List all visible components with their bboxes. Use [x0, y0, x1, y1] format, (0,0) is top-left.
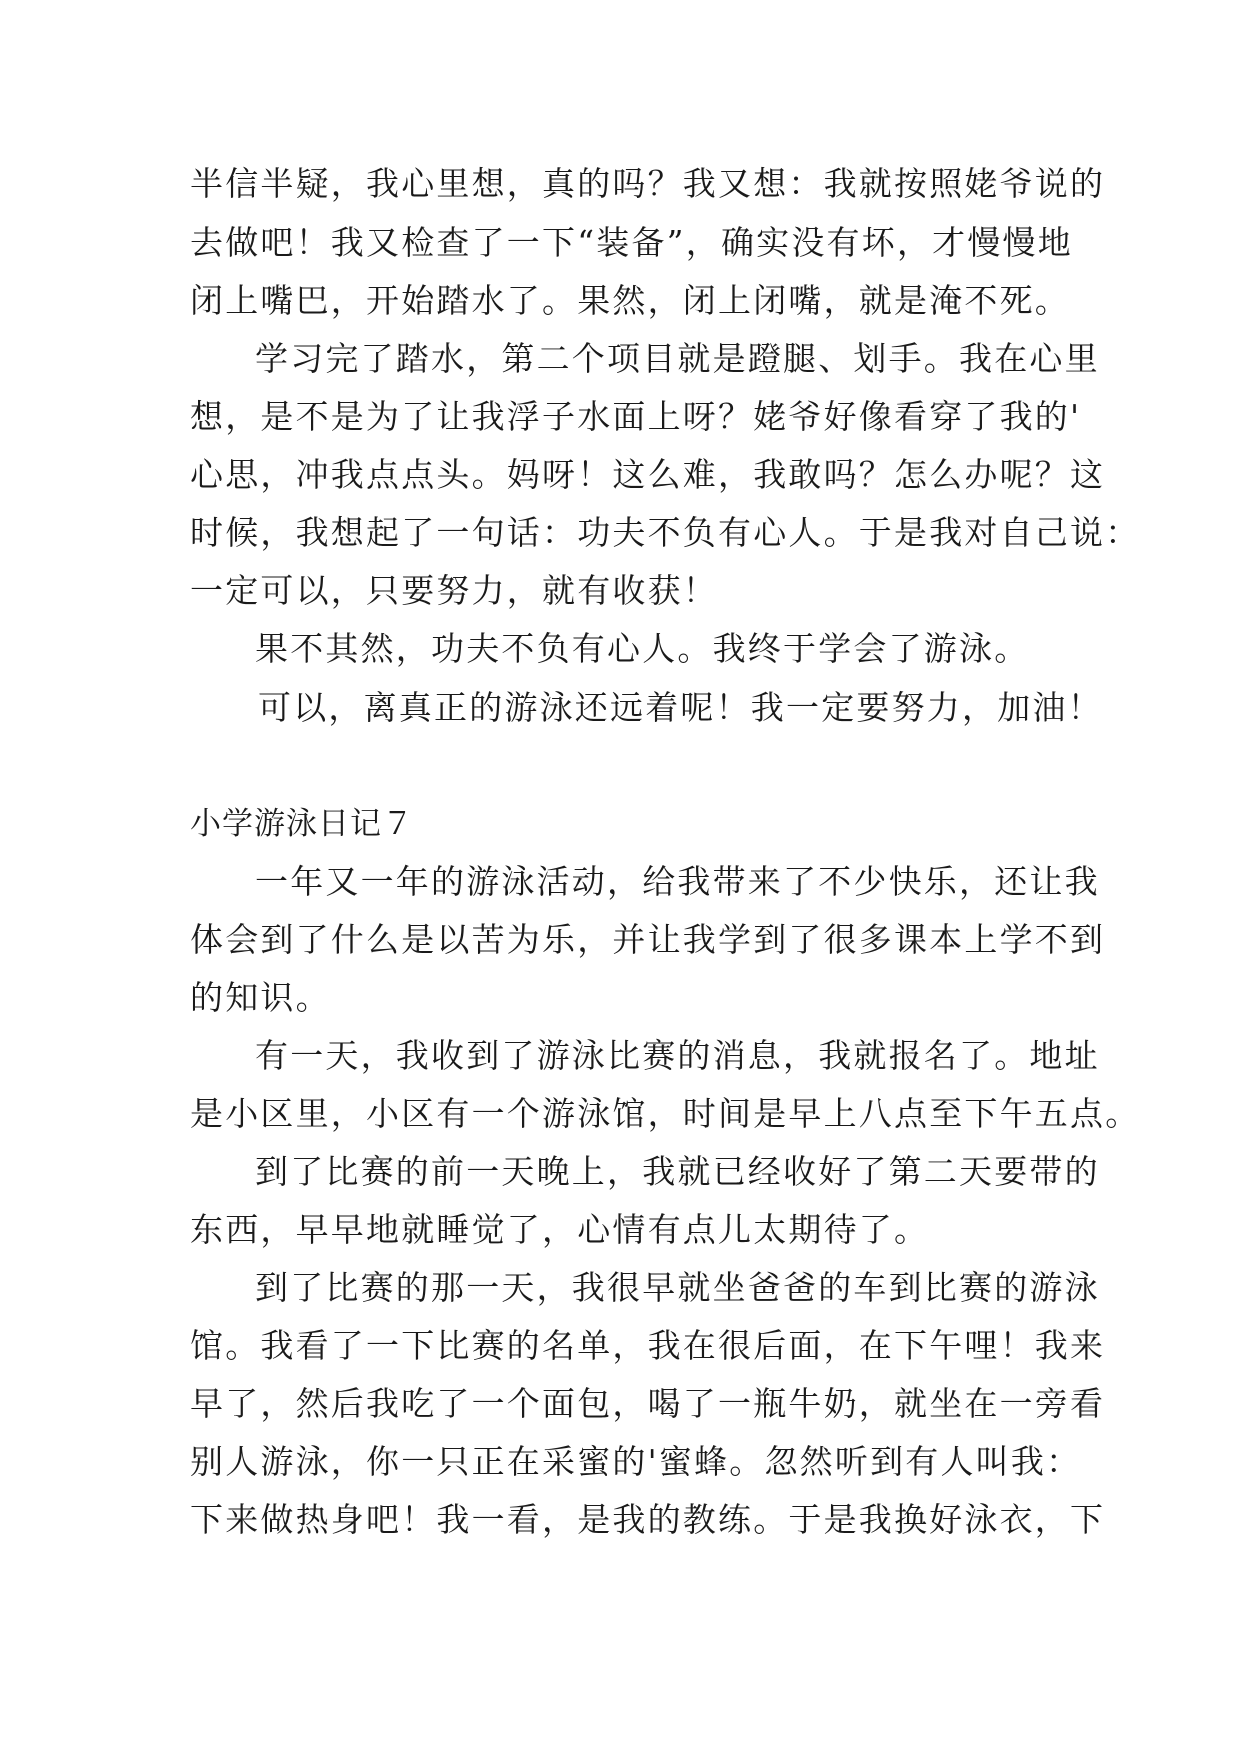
paragraph-line: 果不其然，功夫不负有心人。我终于学会了游泳。: [255, 629, 1030, 668]
paragraph-line: 东西，早早地就睡觉了，心情有点儿太期待了。: [190, 1210, 930, 1249]
paragraph-line: 别人游泳，你一只正在采蜜的'蜜蜂。忽然听到有人叫我：: [190, 1442, 1082, 1481]
paragraph-line: 想，是不是为了让我浮子水面上呀？姥爷好像看穿了我的': [190, 397, 1082, 436]
section-title: 小学游泳日记７: [190, 806, 414, 842]
paragraph-line: 体会到了什么是以苦为乐，并让我学到了很多课本上学不到: [190, 920, 1106, 959]
paragraph-line: 到了比赛的那一天，我很早就坐爸爸的车到比赛的游泳: [255, 1268, 1100, 1307]
paragraph-line: 是小区里，小区有一个游泳馆，时间是早上八点至下午五点。: [190, 1094, 1141, 1133]
paragraph-line: 早了，然后我吃了一个面包，喝了一瓶牛奶，就坐在一旁看: [190, 1384, 1106, 1423]
paragraph-line: 到了比赛的前一天晚上，我就已经收好了第二天要带的: [255, 1152, 1100, 1191]
paragraph-line: 的知识。: [190, 978, 331, 1017]
paragraph-line: 心思，冲我点点头。妈呀！这么难，我敢吗？怎么办呢？这: [190, 455, 1106, 494]
paragraph-line: 时候，我想起了一句话：功夫不负有心人。于是我对自己说：: [190, 513, 1141, 552]
paragraph-line: 学习完了踏水，第二个项目就是蹬腿、划手。我在心里: [255, 339, 1100, 378]
paragraph-line: 一年又一年的游泳活动，给我带来了不少快乐，还让我: [255, 862, 1100, 901]
paragraph-line: 可以，离真正的游泳还远着呢！我一定要努力，加油！: [258, 688, 1103, 727]
paragraph-line: 去做吧！我又检查了一下“装备”，确实没有坏，才慢慢地: [190, 223, 1073, 262]
paragraph-line: 有一天，我收到了游泳比赛的消息，我就报名了。地址: [255, 1036, 1100, 1075]
paragraph-line: 半信半疑，我心里想，真的吗？我又想：我就按照姥爷说的: [190, 164, 1106, 203]
paragraph-line: 闭上嘴巴，开始踏水了。果然，闭上闭嘴，就是淹不死。: [190, 281, 1070, 320]
paragraph-line: 馆。我看了一下比赛的名单，我在很后面，在下午哩！我来: [190, 1326, 1106, 1365]
paragraph-line: 一定可以，只要努力，就有收获！: [190, 571, 718, 610]
paragraph-line: 下来做热身吧！我一看，是我的教练。于是我换好泳衣，下: [190, 1500, 1106, 1539]
